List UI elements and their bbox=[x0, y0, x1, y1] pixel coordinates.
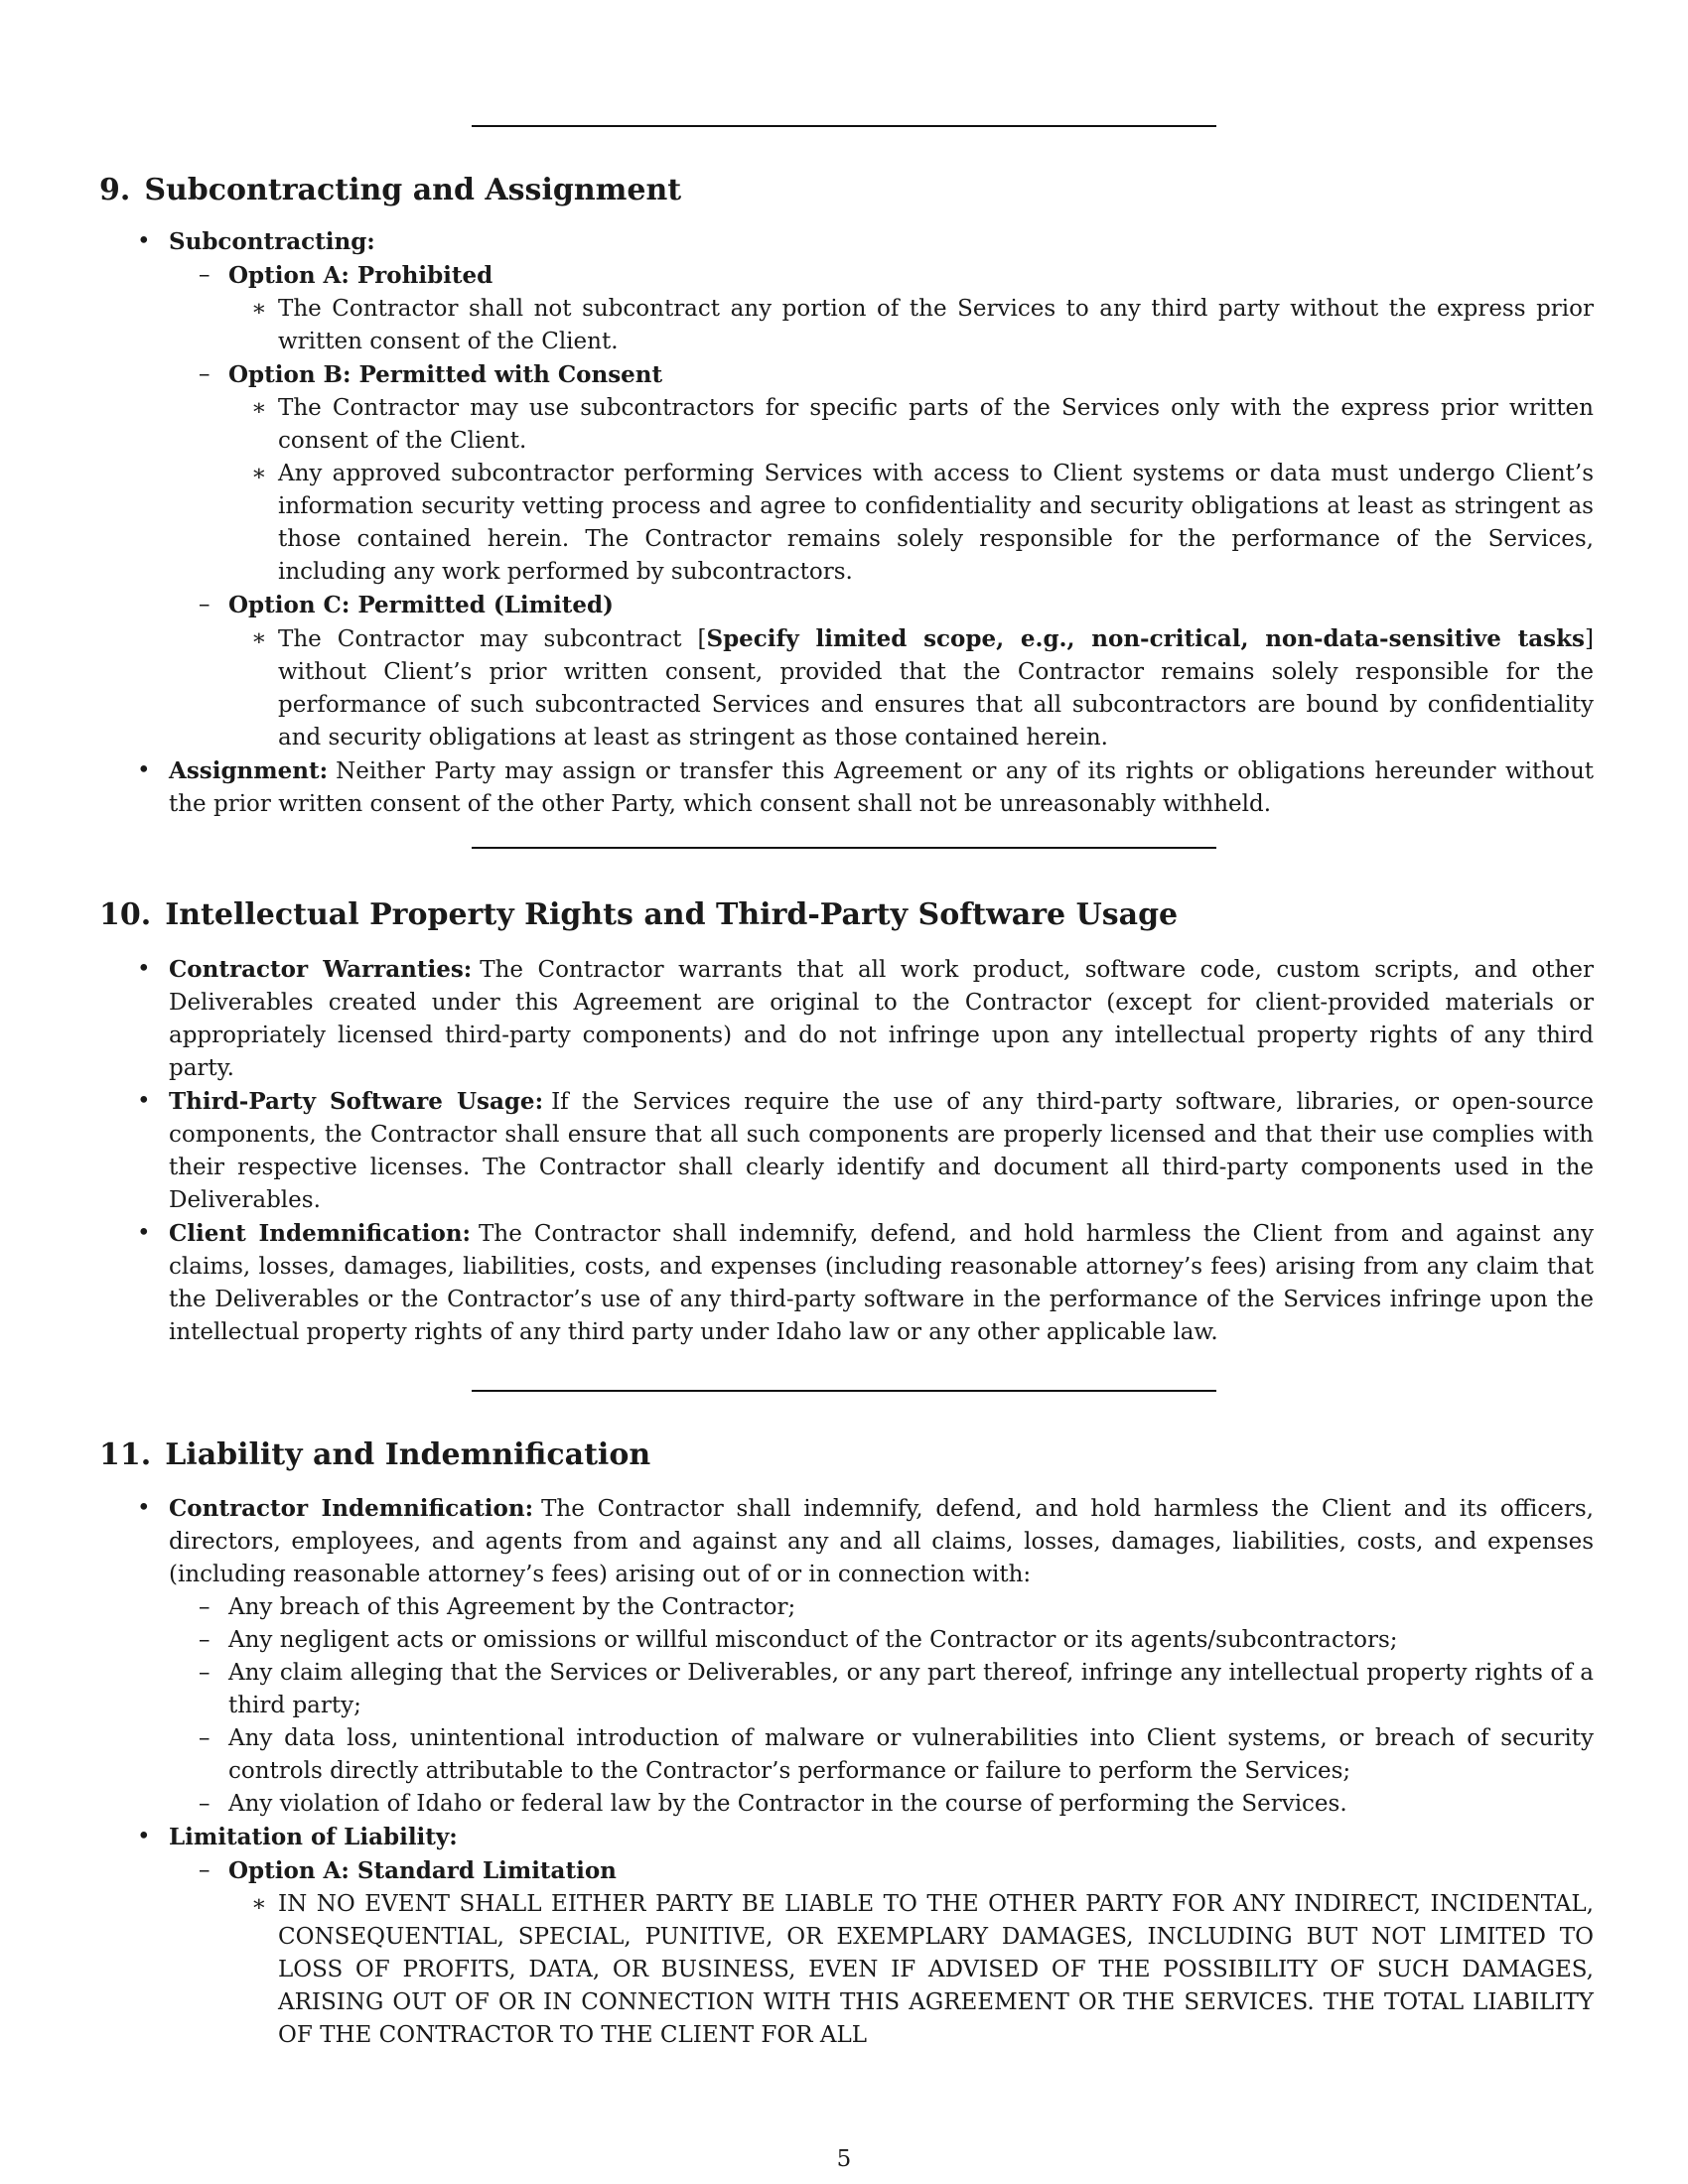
option-label: Option A: Prohibited bbox=[228, 262, 493, 289]
contractor-indemnification-item bbox=[99, 1492, 1594, 1821]
item-text: The Contractor warrants that all work product, software code, custom scripts, and other Deliverables created under this Agreement are original to the Contractor (except for client-provided materials or appropriately licensed third-party components) and do not infringe upon any intellectual property rights of any third party. bbox=[169, 957, 1595, 1081]
section-divider bbox=[472, 847, 1216, 849]
section-11-heading bbox=[99, 1437, 650, 1473]
scope-placeholder: Specify limited scope, e.g., non-critical, non-data-sensitive tasks bbox=[706, 625, 1586, 652]
list-item: – Any breach of this Agreement by the Contractor; bbox=[169, 1591, 1594, 1624]
item-label: Subcontracting: bbox=[169, 228, 375, 255]
third-party-software-item bbox=[99, 1085, 1594, 1217]
list-item: – Any negligent acts or omissions or willful misconduct of the Contractor or its agents/subcontractors; bbox=[169, 1624, 1594, 1657]
item-label: Contractor Warranties: bbox=[169, 956, 473, 983]
item-text: The Contractor shall indemnify, defend, and hold harmless the Client from and against any claims, losses, damages, liabilities, costs, and expenses (including reasonable attorney’s fees) arising from any claim that the Deliverables or the Contractor’s use of any third-party software in the performance of the Services infringe upon the intellectual property rights of any third party under Idaho law or any other applicable law. bbox=[169, 1221, 1594, 1345]
section-10-heading bbox=[99, 897, 1178, 933]
section-number: 10. bbox=[99, 897, 152, 932]
section-title: Liability and Indemnification bbox=[165, 1437, 651, 1472]
item-label: Assignment: bbox=[169, 757, 329, 784]
option-label: Option C: Permitted (Limited) bbox=[228, 592, 614, 618]
section-10-body bbox=[99, 953, 1594, 1349]
section-number: 11. bbox=[99, 1437, 152, 1472]
section-title: Subcontracting and Assignment bbox=[144, 173, 682, 207]
section-11-body bbox=[99, 1492, 1594, 2052]
option-text: ∗ The Contractor may use subcontractors for specific parts of the Services only with the express prior written consent of the Client. bbox=[228, 392, 1594, 458]
item-label: Third-Party Software Usage: bbox=[169, 1088, 544, 1115]
option-label: Option B: Permitted with Consent bbox=[228, 361, 663, 388]
limitation-of-liability-item bbox=[99, 1821, 1594, 2052]
list-item: – Any violation of Idaho or federal law by the Contractor in the course of performing the Services. bbox=[169, 1788, 1594, 1821]
client-indemnification-item bbox=[99, 1217, 1594, 1349]
item-label: Client Indemnification: bbox=[169, 1220, 472, 1247]
item-text: The Contractor shall indemnify, defend, and hold harmless the Client and its officers, directors, employees, and agents from and against any and all claims, losses, damages, liabilities, costs, and expenses (including reasonable attorney’s fees) arising out of or in connection with: bbox=[169, 1496, 1594, 1587]
page-number: 5 bbox=[836, 2146, 852, 2172]
section-number: 9. bbox=[99, 173, 131, 207]
section-9-heading bbox=[99, 173, 681, 208]
item-text: If the Services require the use of any third-party software, libraries, or open-source components, the Contractor shall ensure that all such components are properly licensed and that their use complies with their respective licenses. The Contractor shall clearly identify and document all third-party components used in the Deliverables. bbox=[169, 1089, 1594, 1213]
item-label: Limitation of Liability: bbox=[169, 1824, 458, 1850]
section-divider bbox=[472, 125, 1216, 127]
item-text: Neither Party may assign or transfer this Agreement or any of its rights or obligations hereunder without the prior written consent of the other Party, which consent shall not be unreasonably withheld. bbox=[169, 758, 1594, 817]
list-item: – Any claim alleging that the Services or Deliverables, or any part thereof, infringe any intellectual property rights of a third party; bbox=[169, 1657, 1594, 1722]
option-label: Option A: Standard Limitation bbox=[228, 1857, 617, 1884]
section-divider bbox=[472, 1390, 1216, 1392]
list-item: – Any data loss, unintentional introduction of malware or vulnerabilities into Client systems, or breach of security controls directly attributable to the Contractor’s performance or failure to perform the Services; bbox=[169, 1722, 1594, 1788]
option-a-item bbox=[169, 1854, 1594, 2052]
subcontracting-item bbox=[99, 225, 1594, 754]
section-title: Intellectual Property Rights and Third-Party Software Usage bbox=[165, 897, 1179, 932]
section-9-body bbox=[99, 225, 1594, 821]
option-c-item bbox=[169, 589, 1594, 754]
option-text: ∗ Any approved subcontractor performing Services with access to Client systems or data must undergo Client’s information security vetting process and agree to confidentiality and security obligations at least as stringent as those contained herein. The Contractor remains solely responsible for the performance of the Services, including any work performed by subcontractors. bbox=[228, 458, 1594, 589]
contractor-warranties-item bbox=[99, 953, 1594, 1085]
assignment-item bbox=[99, 754, 1594, 821]
option-text: ∗ IN NO EVENT SHALL EITHER PARTY BE LIABLE TO THE OTHER PARTY FOR ANY INDIRECT, INCIDENTAL, CONSEQUENTIAL, SPECIAL, PUNITIVE, OR EXEMPLARY DAMAGES, INCLUDING BUT NOT LIMITED TO LOSS OF PROFITS, DATA, OR BUSINESS, EVEN IF ADVISED OF THE POSSIBILITY OF SUCH DAMAGES, ARISING OUT OF OR IN CONNECTION WITH THIS AGREEMENT OR THE SERVICES. THE TOTAL LIABILITY OF THE CONTRACTOR TO THE CLIENT FOR ALL bbox=[228, 1888, 1594, 2052]
item-label: Contractor Indemnification: bbox=[169, 1495, 534, 1522]
option-a-item bbox=[169, 259, 1594, 358]
option-text-post: ] without Client’s prior written consent, provided that the Contractor remains solely responsible for the performance of such subcontracted Services and ensures that all subcontractors are bound by confidentiality and security obligations at least as stringent as those contained herein. bbox=[278, 626, 1594, 751]
option-b-item bbox=[169, 358, 1594, 589]
option-text: ∗ The Contractor shall not subcontract any portion of the Services to any third party without the express prior written consent of the Client. bbox=[228, 293, 1594, 358]
option-text-pre: The Contractor may subcontract [ bbox=[278, 626, 707, 652]
option-text bbox=[228, 622, 1594, 754]
